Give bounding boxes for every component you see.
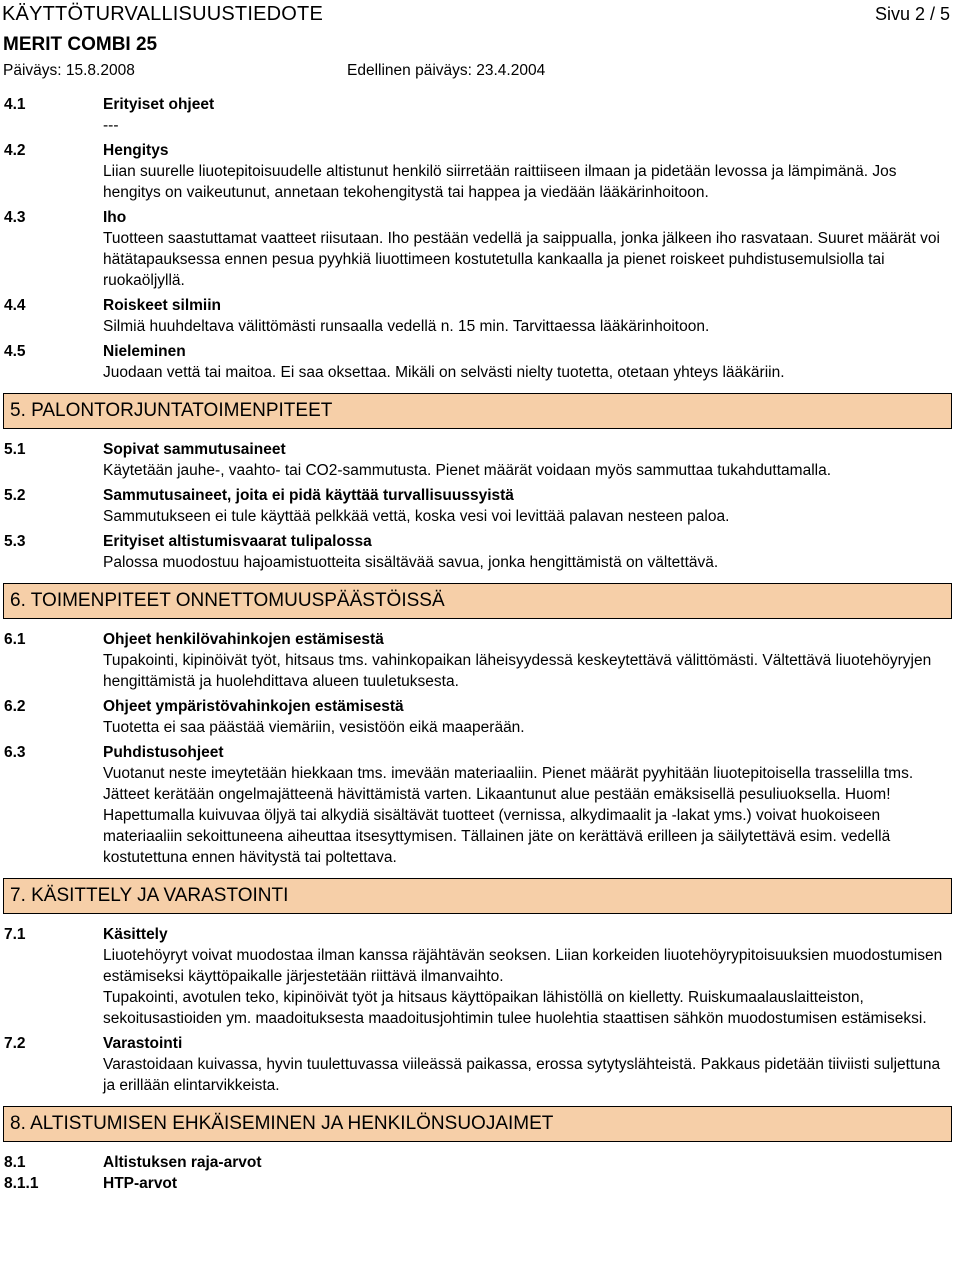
subsection-8-1-1 (0, 1173, 960, 1194)
subsection-text: Silmiä huuhdeltava välittömästi runsaalla vedellä n. 15 min. Tarvittaessa lääkärinhoitoon. (103, 318, 710, 335)
subsection-heading: Sopivat sammutusaineet (103, 441, 286, 458)
subsection-number: 8.1.1 (4, 1175, 39, 1192)
subsection-number: 8.1 (4, 1154, 26, 1171)
subsection-number: 5.2 (4, 487, 26, 504)
section-5-heading: 5. PALONTORJUNTATOIMENPITEET (3, 393, 952, 429)
subsection-6-2 (0, 696, 960, 738)
product-name: MERIT COMBI 25 (3, 34, 158, 55)
subsection-text: Tupakointi, avotulen teko, kipinöivät työt ja hitsaus käyttöpaikan lähistöllä on kielletty. Ruiskumaalauslaitteiston, sekoitusastioiden ym. maadoituksesta maadoitusjohtimin tulee huolehtia staattisen sähkön muodostumisen estämiseksi. (103, 989, 927, 1027)
subsection-text: Tupakointi, kipinöivät työt, hitsaus tms. vahinkopaikan läheisyydessä keskeytettävä välittömästi. Vältettävä liuotehöyryjen hengittämistä ja huolehdittava alueen tuuletuksesta. (103, 652, 932, 690)
subsection-heading: Puhdistusohjeet (103, 744, 224, 761)
subsection-6-1 (0, 629, 960, 692)
subsection-4-2 (0, 140, 960, 203)
document-date: Päiväys: 15.8.2008 (3, 62, 135, 79)
subsection-text: Vuotanut neste imeytetään hiekkaan tms. imevään materiaaliin. Pienet määrät pyyhitään liuotepitoisella trasselilla tms. Jätteet kerätään ongelmajätteenä hävittämistä varten. Likaantunut alue pestään emäksisellä pesuliuoksella. Huom! Hapettumalla kuivuvaa öljyä tai alkydiä sisältävät tuotteet (vernissa, alkydimaalit ja -lakat yms.) voivat huokoiseen materiaaliin sekoittuneena aiheuttaa itsesyttymisen. Tällainen jäte on kerättävä erilleen ja säilytettävä esim. vedellä kostutettuna ennen hävitystä tai poltettava. (103, 765, 914, 866)
subsection-text: Liian suurelle liuotepitoisuudelle altistunut henkilö siirretään raittiiseen ilmaan ja pidetään levossa ja lämpimänä. Jos hengitys on vaikeutunut, annetaan tekohengitystä tai happea ja viedään lääkärinhoitoon. (103, 163, 897, 201)
subsection-number: 7.2 (4, 1035, 26, 1052)
subsection-number: 6.1 (4, 631, 26, 648)
subsection-heading: HTP-arvot (103, 1175, 178, 1192)
subsection-text: Käytetään jauhe-, vaahto- tai CO2-sammutusta. Pienet määrät voidaan myös sammuttaa tukahduttamalla. (103, 462, 832, 479)
section-6-heading: 6. TOIMENPITEET ONNETTOMUUSPÄÄSTÖISSÄ (3, 583, 952, 619)
subsection-text: Liuotehöyryt voivat muodostaa ilman kanssa räjähtävän seoksen. Liian korkeiden liuotehöyrypitoisuuksien muodostumisen estämiseksi käyttöpaikalle järjestetään riittävä ilmanvaihto. (103, 947, 943, 985)
subsection-4-1 (0, 94, 960, 136)
subsection-heading: Sammutusaineet, joita ei pidä käyttää turvallisuussyistä (103, 487, 514, 504)
subsection-heading: Altistuksen raja-arvot (103, 1154, 262, 1171)
subsection-number: 7.1 (4, 926, 26, 943)
subsection-number: 4.3 (4, 209, 26, 226)
subsection-number: 4.2 (4, 142, 26, 159)
subsection-heading: Erityiset ohjeet (103, 96, 215, 113)
subsection-8-1 (0, 1152, 960, 1173)
subsection-heading: Ohjeet ympäristövahinkojen estämisestä (103, 698, 404, 715)
subsection-heading: Ohjeet henkilövahinkojen estämisestä (103, 631, 384, 648)
subsection-4-3 (0, 207, 960, 291)
subsection-6-3 (0, 742, 960, 868)
subsection-heading: Erityiset altistumisvaarat tulipalossa (103, 533, 372, 550)
subsection-heading: Iho (103, 209, 127, 226)
subsection-number: 4.1 (4, 96, 26, 113)
subsection-heading: Käsittely (103, 926, 168, 943)
subsection-number: 4.5 (4, 343, 26, 360)
document-body (0, 94, 960, 1194)
subsection-text: Varastoidaan kuivassa, hyvin tuulettuvassa viileässä paikassa, erossa sytytyslähteistä. Pakkaus pidetään tiiviisti suljettuna ja erillään elintarvikkeista. (103, 1056, 941, 1094)
subsection-5-1 (0, 439, 960, 481)
subsection-number: 6.2 (4, 698, 26, 715)
subsection-7-1 (0, 924, 960, 1029)
subsection-number: 4.4 (4, 297, 26, 314)
subsection-heading: Varastointi (103, 1035, 183, 1052)
subsection-text: --- (103, 117, 119, 134)
subsection-4-4 (0, 295, 960, 337)
subsection-text: Tuotteen saastuttamat vaatteet riisutaan. Iho pestään vedellä ja saippualla, jonka jälkeen iho rasvataan. Suuret määrät voi hätätapauksessa ennen pesua pyyhkiä liuottimeen kostutetulla kankaalla ja pienet roiskeet puhdistusemulsiolla tai ruokaöljyllä. (103, 230, 940, 289)
previous-date: Edellinen päiväys: 23.4.2004 (347, 62, 546, 79)
document-title: KÄYTTÖTURVALLISUUSTIEDOTE (2, 3, 323, 25)
section-7-heading: 7. KÄSITTELY JA VARASTOINTI (3, 878, 952, 914)
subsection-heading: Nieleminen (103, 343, 186, 360)
section-8-heading: 8. ALTISTUMISEN EHKÄISEMINEN JA HENKILÖNSUOJAIMET (3, 1106, 952, 1142)
subsection-text: Tuotetta ei saa päästää viemäriin, vesistöön eikä maaperään. (103, 719, 525, 736)
subsection-text: Palossa muodostuu hajoamistuotteita sisältävää savua, jonka hengittämistä on vältettävä. (103, 554, 719, 571)
page-number: Sivu 2 / 5 (874, 4, 950, 24)
subsection-7-2 (0, 1033, 960, 1096)
subsection-text: Sammutukseen ei tule käyttää pelkkää vettä, koska vesi voi levittää palavan nesteen paloa. (103, 508, 730, 525)
subsection-heading: Roiskeet silmiin (103, 297, 222, 314)
subsection-heading: Hengitys (103, 142, 169, 159)
subsection-4-5 (0, 341, 960, 383)
subsection-number: 5.3 (4, 533, 26, 550)
subsection-5-2 (0, 485, 960, 527)
subsection-number: 6.3 (4, 744, 26, 761)
subsection-text: Juodaan vettä tai maitoa. Ei saa oksettaa. Mikäli on selvästi nielty tuotetta, otetaan yhteys lääkäriin. (103, 364, 785, 381)
subsection-number: 5.1 (4, 441, 26, 458)
subsection-5-3 (0, 531, 960, 573)
